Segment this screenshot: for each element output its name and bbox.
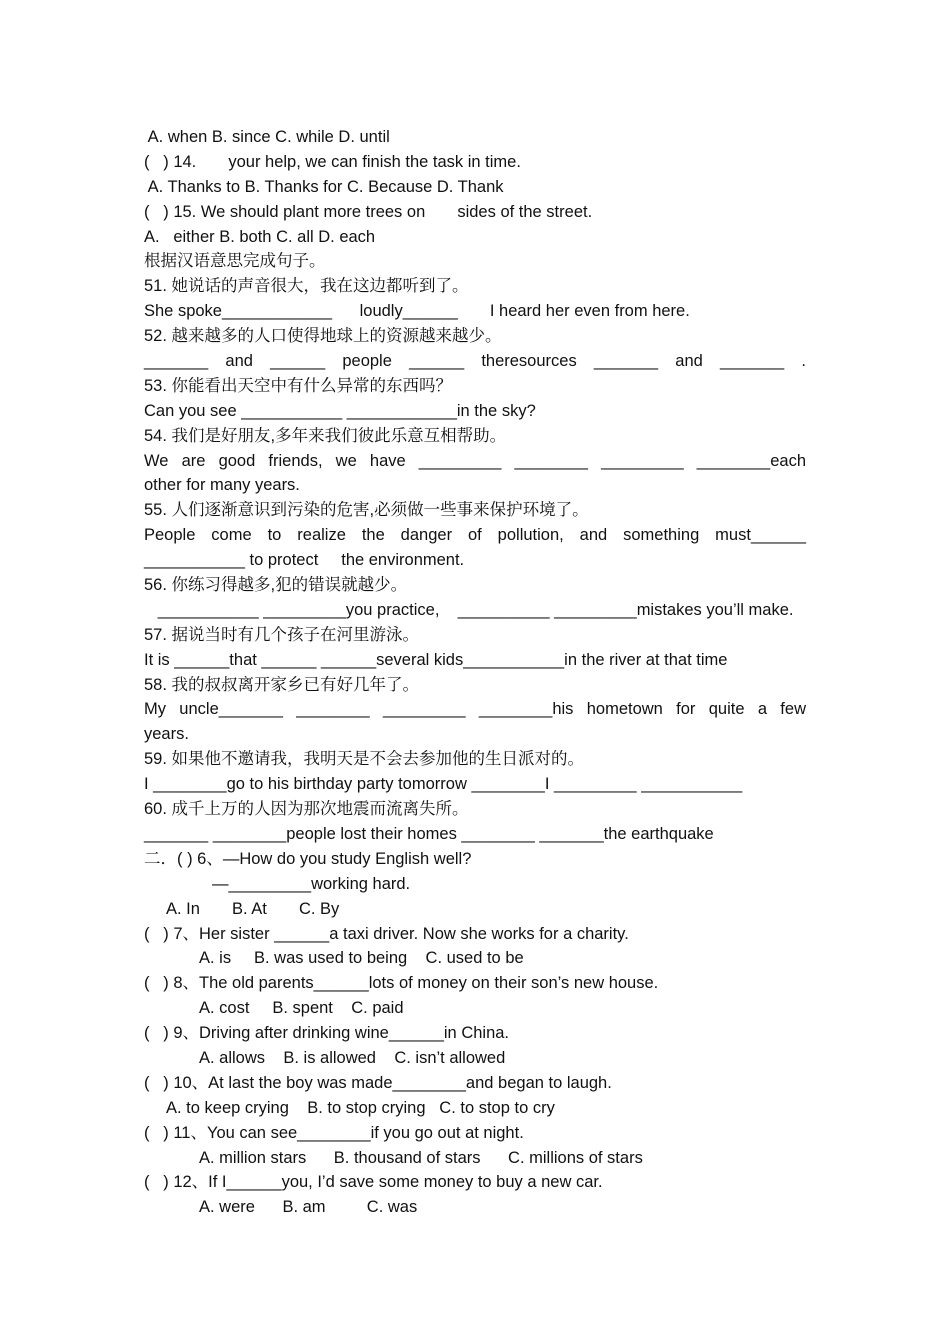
text-line (0, 225, 950, 250)
text-line (0, 872, 950, 897)
text-line (0, 772, 950, 797)
line-text: ( ) 14. your help, we can finish the task in time. (144, 152, 521, 171)
line-text: It is ______that ______ ______several kids___________in the river at that time (144, 650, 728, 669)
text-line (0, 1096, 950, 1121)
line-text: A. were B. am C. was (199, 1198, 418, 1217)
line-text: A. allows B. is allowed C. isn’t allowed (199, 1048, 506, 1067)
text-line (0, 1046, 950, 1071)
line-text: 60. 成千上万的人因为那次地震而流离失所。 (144, 800, 469, 819)
text-line (0, 996, 950, 1021)
line-text: other for many years. (144, 476, 300, 495)
line-text: 51. 她说话的声音很大，我在这边都听到了。 (144, 277, 469, 296)
text-line (0, 150, 950, 175)
line-text: 57. 据说当时有几个孩子在河里游泳。 (144, 625, 420, 644)
line-text: A. when B. since C. while D. until (144, 128, 390, 146)
text-line (0, 1195, 950, 1220)
line-text: A. Thanks to B. Thanks for C. Because D. Thank (144, 177, 504, 196)
text-line (0, 623, 950, 648)
text-line (0, 200, 950, 225)
text-line (0, 822, 950, 847)
line-text: 59. 如果他不邀请我，我明天是不会去参加他的生日派对的。 (144, 750, 585, 769)
line-text: I ________go to his birthday party tomorrow ________I _________ ___________ (144, 775, 743, 794)
line-text: 52. 越来越多的人口使得地球上的资源越来越少。 (144, 327, 502, 346)
text-line (0, 697, 950, 722)
line-text: ( ) 15. We should plant more trees on sides of the street. (144, 202, 593, 221)
text-line (0, 847, 950, 872)
text-line (0, 971, 950, 996)
line-text: A. to keep crying B. to stop crying C. to stop to cry (166, 1098, 555, 1117)
line-text: ( ) 7、Her sister ______a taxi driver. Now she works for a charity. (144, 924, 629, 943)
line-text: A. million stars B. thousand of stars C. millions of stars (199, 1148, 643, 1167)
text-line (0, 125, 950, 150)
line-text: 根据汉语意思完成句子。 (144, 252, 326, 271)
line-text: —_________working hard. (212, 874, 411, 893)
text-line (0, 473, 950, 498)
line-text: ( ) 9、Driving after drinking wine______in China. (144, 1024, 510, 1043)
line-text: ___________ _________you practice, __________ _________mistakes you’ll make. (144, 600, 794, 619)
line-text: We are good friends, we have _________ ________ _________ ________each (144, 451, 806, 470)
text-line (0, 274, 950, 299)
line-text: She spoke____________ loudly______ I heard her even from here. (144, 302, 690, 321)
text-line (0, 299, 950, 324)
text-line (0, 573, 950, 598)
text-line (0, 349, 950, 374)
text-line (0, 946, 950, 971)
text-line (0, 249, 950, 274)
text-line (0, 747, 950, 772)
line-text: ___________ to protect the environment. (144, 551, 465, 570)
text-line (0, 1170, 950, 1195)
text-line (0, 797, 950, 822)
line-text: 二．( ) 6、—How do you study English well? (144, 849, 472, 868)
line-text: 53. 你能看出天空中有什么异常的东西吗？ (144, 376, 453, 395)
text-line (0, 374, 950, 399)
text-line (0, 449, 950, 474)
line-text: 55. 人们逐渐意识到污染的危害,必须做一些事来保护环境了。 (144, 501, 589, 520)
line-text: A. is B. was used to being C. used to be (199, 949, 524, 968)
text-line (0, 598, 950, 623)
text-line (0, 673, 950, 698)
line-text: A. In B. At C. By (166, 899, 340, 918)
line-text: ( ) 8、The old parents______lots of money on their son’s new house. (144, 974, 659, 993)
text-line (0, 1071, 950, 1096)
line-text: _______ and ______ people ______ theresources _______ and _______ . (144, 352, 806, 371)
text-line (0, 1146, 950, 1171)
text-line (0, 498, 950, 523)
line-text: ( ) 12、If I______you, I’d save some money to buy a new car. (144, 1173, 603, 1192)
line-text: _______ ________people lost their homes ________ _______the earthquake (144, 824, 714, 843)
text-line (0, 1021, 950, 1046)
line-text: ( ) 10、At last the boy was made________and began to laugh. (144, 1073, 612, 1092)
text-line (0, 424, 950, 449)
document-body (0, 125, 950, 1220)
text-line (0, 175, 950, 200)
line-text: A. either B. both C. all D. each (144, 227, 376, 246)
text-line (0, 922, 950, 947)
line-text: Can you see ___________ ____________in the sky? (144, 401, 536, 420)
line-text: A. cost B. spent C. paid (199, 999, 404, 1018)
text-line (0, 1121, 950, 1146)
text-line (0, 399, 950, 424)
text-line (0, 523, 950, 548)
text-line (0, 722, 950, 747)
line-text: 56. 你练习得越多,犯的错误就越少。 (144, 576, 408, 595)
text-line (0, 548, 950, 573)
line-text: ( ) 11、You can see________if you go out at night. (144, 1123, 524, 1142)
text-line (0, 324, 950, 349)
line-text: People come to realize the danger of pollution, and something must______ (144, 526, 806, 545)
line-text: years. (144, 725, 189, 744)
line-text: 54. 我们是好朋友,多年来我们彼此乐意互相帮助。 (144, 426, 507, 445)
text-line (0, 897, 950, 922)
text-line (0, 648, 950, 673)
line-text: 58. 我的叔叔离开家乡已有好几年了。 (144, 675, 420, 694)
line-text: My uncle_______ ________ _________ ________his hometown for quite a few (144, 700, 806, 719)
